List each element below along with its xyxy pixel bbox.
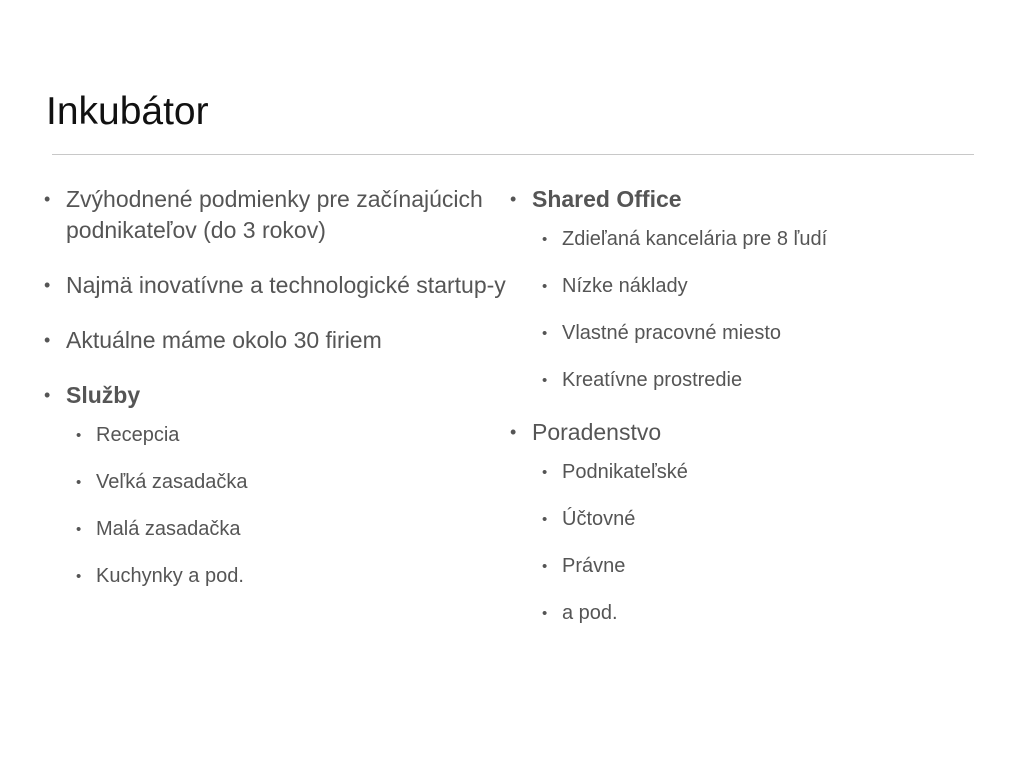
sub-bullet-item [532, 274, 980, 299]
sub-bullet-item [66, 564, 514, 589]
bullet-dot: • [44, 385, 51, 405]
slide-title: Inkubátor [46, 90, 209, 133]
sub-bullet-item [532, 554, 980, 579]
bullet-dot: • [542, 605, 548, 622]
sub-bullet-text: Účtovné [562, 508, 636, 530]
left-bullet-list [44, 184, 517, 613]
bullet-item [510, 417, 980, 626]
right-bullet-list [510, 184, 980, 650]
sub-bullet-text: Právne [562, 555, 626, 577]
sub-bullet-text: Kuchynky a pod. [96, 565, 244, 587]
sub-bullet-item [66, 470, 514, 495]
sub-bullet-item [66, 423, 514, 448]
sub-bullet-text: a pod. [562, 602, 618, 624]
sub-bullet-text: Podnikateľské [562, 461, 688, 483]
sub-bullet-text: Recepcia [96, 424, 180, 446]
sub-bullet-item [532, 227, 980, 252]
bullet-dot: • [76, 474, 82, 491]
bullet-dot: • [542, 511, 548, 528]
sub-bullet-text: Nízke náklady [562, 275, 688, 297]
bullet-dot: • [510, 422, 517, 442]
sub-bullet-item [532, 507, 980, 532]
bullet-dot: • [76, 568, 82, 585]
bullet-dot: • [44, 330, 51, 350]
bullet-dot: • [542, 464, 548, 481]
bullet-text: Poradenstvo [532, 419, 662, 445]
bullet-dot: • [542, 278, 548, 295]
bullet-text: Najmä inovatívne a technologické startup-y [66, 272, 506, 298]
sub-bullet-item [532, 460, 980, 485]
bullet-dot: • [542, 558, 548, 575]
bullet-text: Shared Office [532, 186, 682, 212]
bullet-text: Aktuálne máme okolo 30 firiem [66, 327, 382, 353]
bullet-item [44, 325, 514, 356]
sub-bullet-text: Zdieľaná kancelária pre 8 ľudí [562, 228, 828, 250]
sub-bullet-text: Kreatívne prostredie [562, 369, 743, 391]
bullet-item [44, 184, 517, 246]
sub-bullet-item [532, 321, 980, 346]
title-divider [52, 154, 974, 155]
bullet-dot: • [44, 275, 51, 295]
bullet-item [510, 184, 980, 393]
bullet-text: Služby [66, 382, 141, 408]
bullet-item [44, 270, 514, 301]
sub-bullet-item [66, 517, 514, 542]
bullet-text: Zvýhodnené podmienky pre začínajúcich podnikateľov (do 3 rokov) [66, 186, 483, 243]
sub-bullet-item [532, 368, 980, 393]
bullet-dot: • [542, 325, 548, 342]
bullet-dot: • [542, 372, 548, 389]
bullet-dot: • [44, 189, 51, 209]
bullet-dot: • [510, 189, 517, 209]
sub-bullet-item [532, 601, 980, 626]
sub-bullet-list [66, 423, 514, 589]
sub-bullet-list [532, 460, 980, 626]
bullet-dot: • [542, 231, 548, 248]
bullet-dot: • [76, 427, 82, 444]
sub-bullet-text: Veľká zasadačka [96, 471, 248, 493]
sub-bullet-text: Malá zasadačka [96, 518, 241, 540]
bullet-dot: • [76, 521, 82, 538]
sub-bullet-list [532, 227, 980, 393]
bullet-item [44, 380, 517, 589]
sub-bullet-text: Vlastné pracovné miesto [562, 322, 782, 344]
